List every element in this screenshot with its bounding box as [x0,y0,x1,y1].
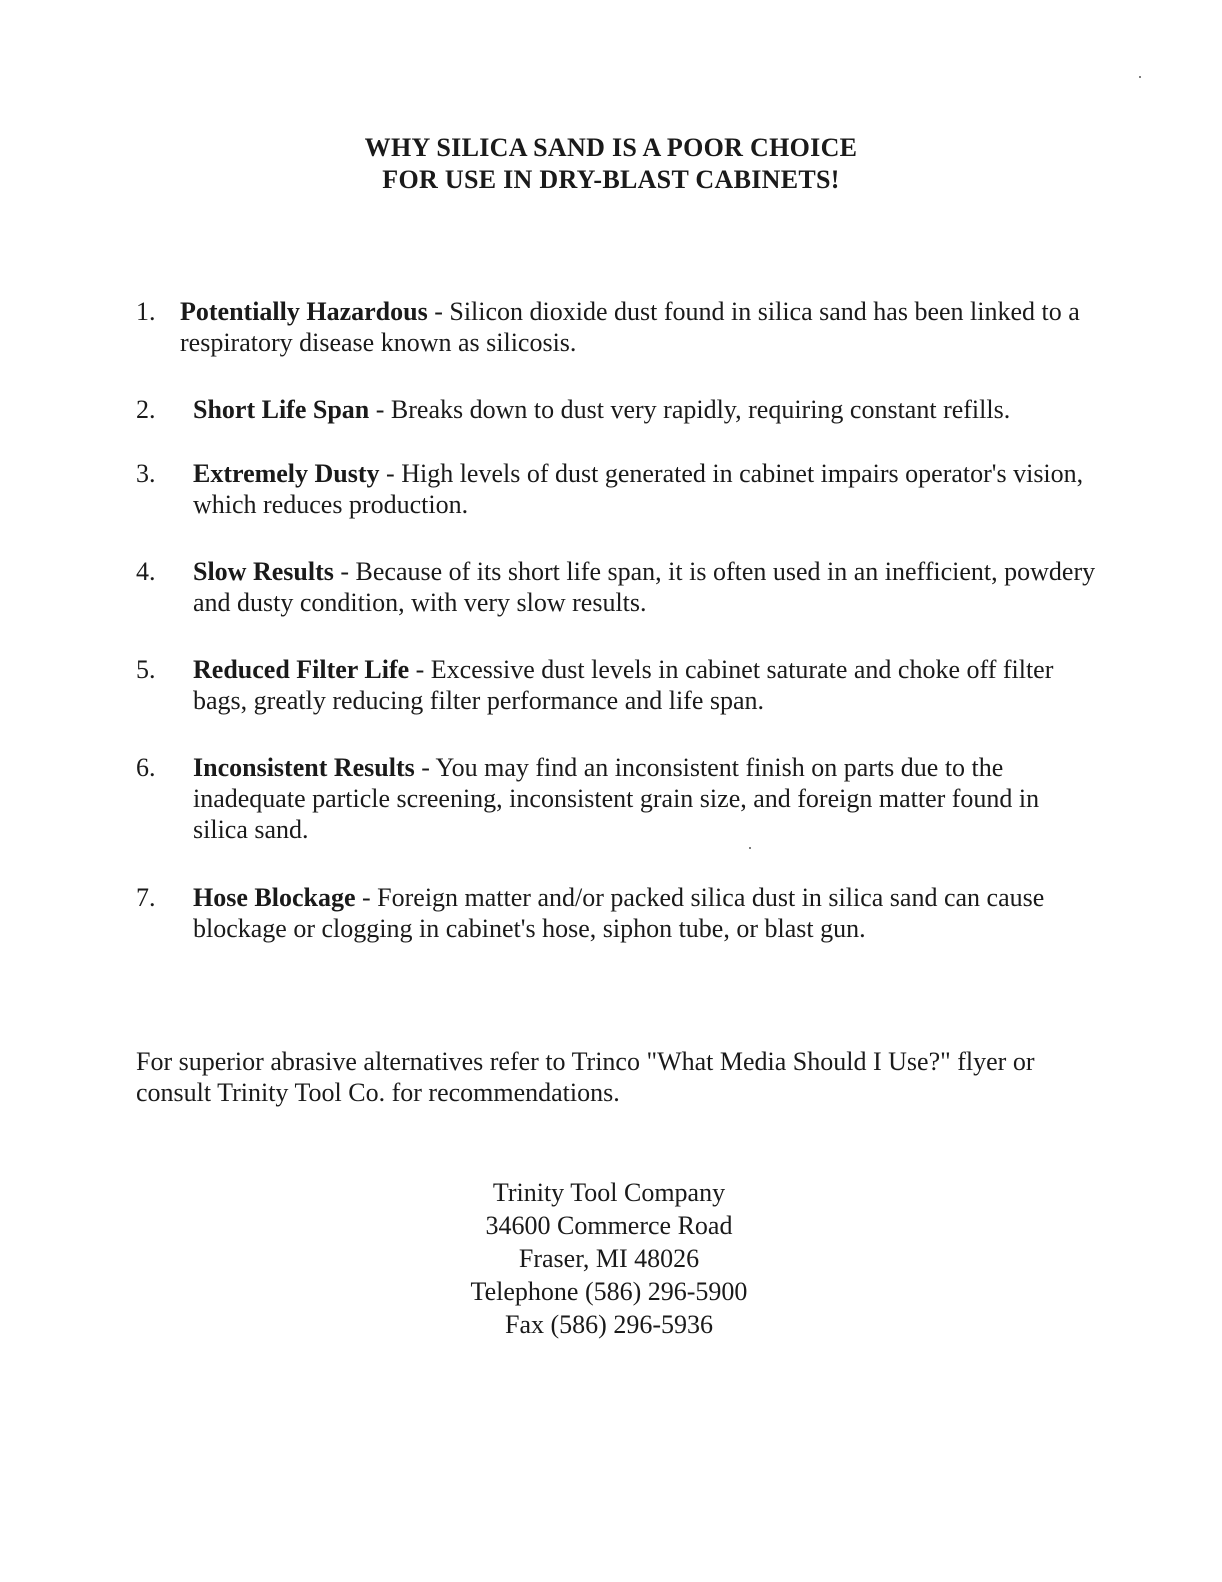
item-number: 3. [136,459,156,488]
item-number: 7. [136,883,156,912]
company-name: Trinity Tool Company [492,1178,726,1207]
item-term: Potentially Hazardous [180,297,428,326]
item-term: Slow Results [193,557,334,586]
item-body [193,882,1096,944]
item-number: 2. [136,395,156,424]
item-number: 1. [136,297,156,326]
list-item [136,752,1096,845]
list-item [136,654,1096,716]
item-number: 6. [136,753,156,782]
item-number: 5. [136,655,156,684]
list-item [136,882,1096,944]
item-text: - Because of its short life span, it is often used in an inefficient, powdery and dusty condition, with very slow results. [193,557,1096,617]
item-text: - High levels of dust generated in cabinet impairs operator's vision, which reduces production. [193,459,1084,519]
telephone: Telephone (586) 296-5900 [470,1277,748,1306]
list-item [136,296,1096,358]
item-term: Inconsistent Results [193,753,415,782]
item-body [193,394,1096,425]
item-body [193,654,1096,716]
item-text: - Excessive dust levels in cabinet saturate and choke off filter bags, greatly reducing filter performance and life span. [193,655,1054,715]
fax: Fax (586) 296-5936 [505,1310,713,1339]
item-body [193,752,1096,845]
list-item [136,556,1096,618]
item-term: Reduced Filter Life [193,655,410,684]
city-state-zip: Fraser, MI 48026 [518,1244,700,1273]
item-term: Extremely Dusty [193,459,380,488]
item-number: 4. [136,557,156,586]
item-text: - Foreign matter and/or packed silica dust in silica sand can cause blockage or clogging in cabinet's hose, siphon tube, or blast gun. [193,883,1045,943]
item-body [193,556,1096,618]
title-line-1: WHY SILICA SAND IS A POOR CHOICE [364,133,858,162]
title-line-2: FOR USE IN DRY-BLAST CABINETS! [382,165,840,194]
footer-note: For superior abrasive alternatives refer to Trinco "What Media Should I Use?" flyer or consult Trinity Tool Co. for recommendations. [136,1047,1035,1107]
item-term: Hose Blockage [193,883,356,912]
company-address [309,1176,909,1341]
list-item [136,458,1096,520]
item-body [193,458,1096,520]
item-body [180,296,1096,358]
item-text: - Breaks down to dust very rapidly, requiring constant refills. [369,395,1011,424]
item-term: Short Life Span [193,395,370,424]
document-title [0,132,1222,196]
list-item [136,394,1096,425]
item-text: - Silicon dioxide dust found in silica sand has been linked to a respiratory disease known as silicosis. [180,297,1080,357]
scan-speck [1139,76,1141,78]
street-address: 34600 Commerce Road [485,1211,733,1240]
scan-speck [749,847,751,849]
item-text: - You may find an inconsistent finish on parts due to the inadequate particle screening, inconsistent grain size, and foreign matter found in silica sand. [193,753,1040,844]
